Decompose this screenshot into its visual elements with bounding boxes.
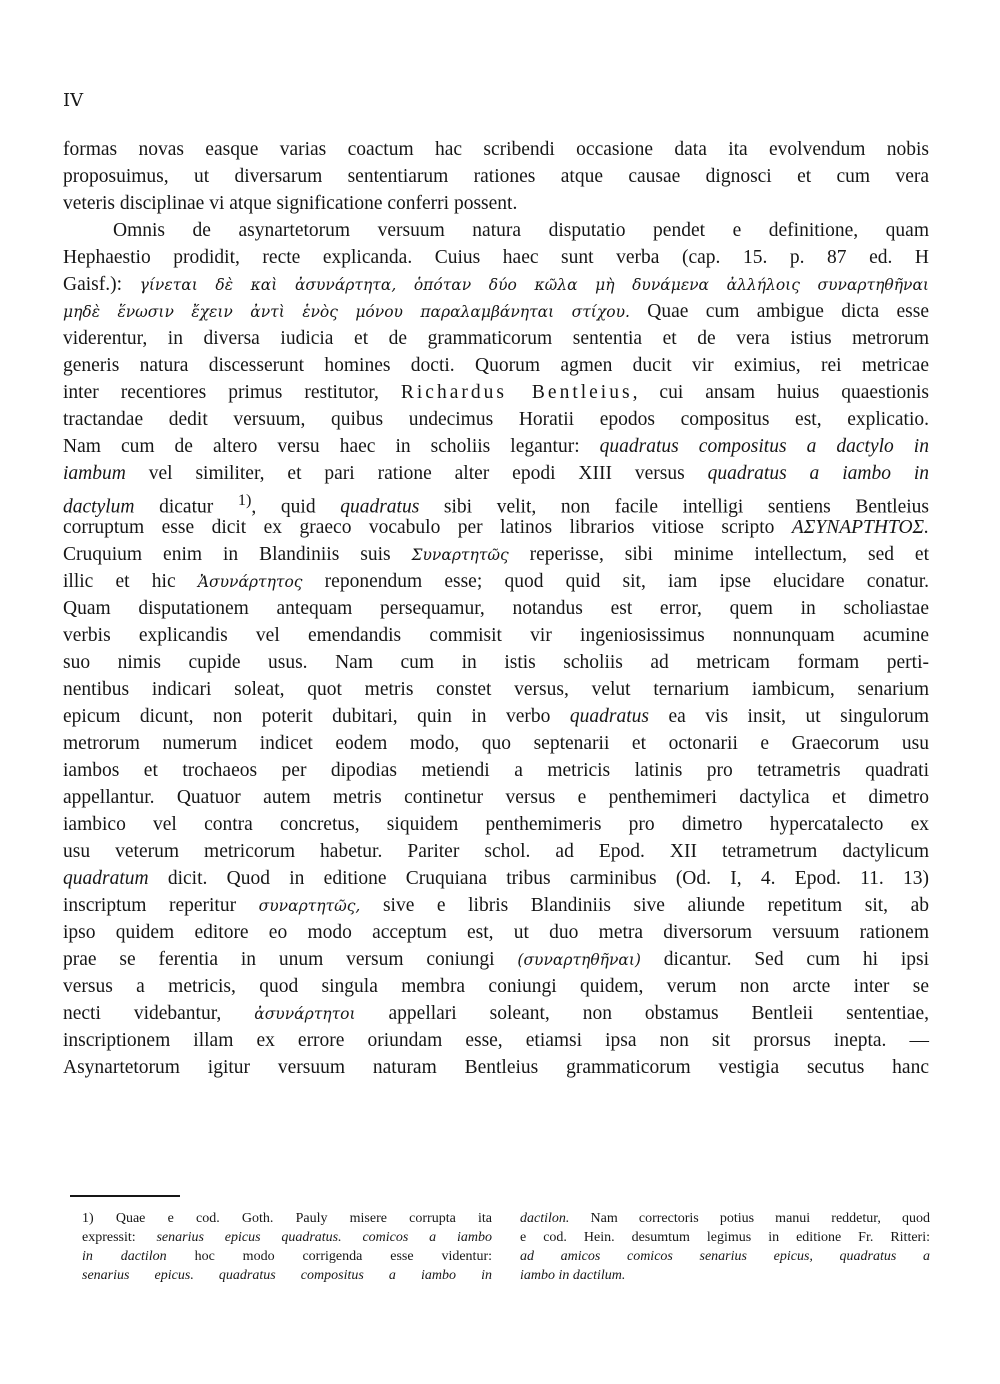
- text-line-23: metrorum numerum indicet eodem modo, quo septenarii et octonarii e Graecorum usu: [63, 733, 929, 754]
- footnote-column-left: [82, 1209, 492, 1285]
- text-line-30: ipso quidem editore eo modo acceptum est, ut duo metra diversorum versuum rationem: [63, 922, 929, 943]
- text-line-35: Asynartetorum igitur versuum naturam Bentleius grammaticorum vestigia secutus hanc: [63, 1057, 929, 1078]
- greek-word: συναρτητῶς,: [258, 897, 361, 915]
- greek-caps-word: ΑΣΥΝΑΡΤΗΤΟΣ.: [791, 517, 929, 538]
- text-line-19: verbis explicandis vel emendandis commisit vir ingeniosissimus nonnunquam acumine: [63, 625, 929, 646]
- text-line-24: iambos et trochaeos per dipodias metiendi a metricis latinis pro tetrametris quadrati: [63, 760, 929, 781]
- greek-quotation: μηδὲ ἕνωσιν ἔχειν ἀντὶ ἑνὸς μόνου παραλαμβάνηται στίχου.: [63, 303, 630, 321]
- footnote-line: dactilon. Nam correctoris potius manui reddetur, quod: [520, 1211, 930, 1226]
- greek-word: Συναρτητῶς: [411, 546, 509, 564]
- text-line-26: iambico vel contra concretus, siquidem penthemimeris pro dimetro hypercatalecto ex: [63, 814, 929, 835]
- greek-quotation: γίνεται δὲ καὶ ἀσυνάρτητα, ὁπόταν δύο κῶλα μὴ δυνάμενα ἀλλήλοις συναρτηθῆναι: [139, 276, 929, 294]
- italic-phrase: iambum: [63, 463, 126, 484]
- footnote-line: in dactilon hoc modo corrigenda esse videntur:: [82, 1249, 492, 1264]
- italic-phrase: dactylum: [63, 496, 135, 518]
- text-line-29: inscriptum reperitur συναρτητῶς, sive e libris Blandiniis sive aliunde repetitum sit, ab: [63, 895, 929, 916]
- text-line-2: proposuimus, ut diversarum sententiarum rationes atque causae dignosci et cum vera: [63, 166, 929, 187]
- text-line-3: veteris disciplinae vi atque significatione conferri possent.: [63, 193, 518, 214]
- text-line-9: generis natura discesserunt homines docti. Quorum agmen ducit vir eximius, rei metricae: [63, 355, 929, 376]
- text-line-13: iambum vel similiter, et pari ratione alter epodi XIII versus quadratus a iambo in: [63, 463, 930, 484]
- text-line-8: viderentur, in diversa iudicia et de grammaticorum sententia et de vera istius metrorum: [63, 328, 929, 349]
- text-line-11: tractandae dedit versuum, quibus undecimus Horatii epodos compositus est, explicatio.: [63, 409, 929, 430]
- text-line-4: Omnis de asynartetorum versuum natura disputatio pendet e definitione, quam: [113, 220, 929, 241]
- text-line-6: Gaisf.): γίνεται δὲ καὶ ἀσυνάρτητα, ὁπόταν δύο κῶλα μὴ δυνάμενα ἀλλήλοις συναρτηθῆναι: [63, 274, 929, 295]
- text-line-33: necti videbantur, ἀσυνάρτητοι appellari soleant, non obstamus Bentleii sententiae,: [63, 1003, 929, 1024]
- footnote-ref: 1): [237, 491, 252, 509]
- greek-word: (συναρτηθῆναι): [517, 951, 641, 969]
- greek-word: Ἀσυνάρτητος: [197, 573, 303, 591]
- text-line-18: Quam disputationem antequam persequamur, notandus est error, quem in scholiastae: [63, 598, 929, 619]
- text-line-17: illic et hic Ἀσυνάρτητος reponendum esse; quod quid sit, iam ipse elucidare conatur.: [63, 571, 929, 592]
- footnote-rule: [70, 1195, 180, 1197]
- text-line-28: quadratum dicit. Quod in editione Cruquiana tribus carminibus (Od. I, 4. Epod. 11. 13): [63, 868, 929, 889]
- text-line-16: Cruquium enim in Blandiniis suis Συναρτητῶς reperisse, sibi minime intellectum, sed et: [63, 544, 929, 565]
- text-line-21: nentibus indicari soleat, quot metris constet versus, velut ternarium iambicum, senarium: [63, 679, 929, 700]
- spaced-name: Richardus Bentleius: [400, 382, 633, 403]
- footnote-line: expressit: senarius epicus quadratus. comicos a iambo: [82, 1230, 492, 1245]
- italic-phrase: quadratus: [340, 496, 420, 518]
- text-line-10: inter recentiores primus restitutor, Richardus Bentleius, cui ansam huius quaestionis: [63, 382, 930, 403]
- text-line-12: Nam cum de altero versu haec in scholiis legantur: quadratus compositus a dactylo in: [63, 436, 929, 457]
- italic-phrase: quadratum: [63, 868, 149, 889]
- text-line-20: suo nimis cupide usus. Nam cum in istis scholiis ad metricam formam perti-: [63, 652, 929, 673]
- italic-phrase: quadratus a iambo in: [707, 463, 930, 484]
- text-line-31: prae se ferentia in unum versum coniungi (συναρτηθῆναι) dicantur. Sed cum hi ipsi: [63, 949, 929, 970]
- text-line-34: inscriptionem illam ex errore oriundam esse, etiamsi ipsa non sit prorsus inepta. —: [63, 1030, 929, 1051]
- text-line-25: appellantur. Quatuor autem metris continetur versus e penthemimeri dactylica et dimetro: [63, 787, 929, 808]
- text-line-27: usu veterum metricorum habetur. Pariter schol. ad Epod. XII tetrametrum dactylicum: [63, 841, 929, 862]
- footnote-line: ad amicos comicos senarius epicus, quadratus a: [520, 1249, 930, 1264]
- main-text: [63, 136, 929, 1081]
- italic-phrase: quadratus compositus a dactylo in: [599, 436, 929, 457]
- text-line-15: corruptum esse dicit ex graeco vocabulo per latinos librarios vitiose scripto ΑΣΥΝΑΡΤΗΤΟΣ.: [63, 517, 929, 538]
- footnote-column-right: [520, 1209, 930, 1285]
- greek-word: ἀσυνάρτητοι: [254, 1005, 356, 1023]
- text-line-7: μηδὲ ἕνωσιν ἔχειν ἀντὶ ἑνὸς μόνου παραλαμβάνηται στίχου. Quae cum ambigue dicta esse: [63, 301, 929, 322]
- page-number: IV: [63, 90, 84, 111]
- footnote-line: e cod. Hein. desumtum legimus in editione Fr. Ritteri:: [520, 1230, 930, 1245]
- text-line-14: dactylum dicatur $^{1)}$, quid quadratus sibi velit, non facile intelligi sentiens Bentleius: [63, 491, 929, 518]
- footnote-line: 1) Quae e cod. Goth. Pauly misere corrupta ita: [82, 1211, 492, 1226]
- text-line-32: versus a metricis, quod singula membra coniungi quidem, verum non arcte inter se: [63, 976, 929, 997]
- italic-phrase: quadratus: [569, 706, 649, 727]
- text-line-1: formas novas easque varias coactum hac scribendi occasione data ita evolvendum nobis: [63, 139, 929, 160]
- text-line-5: Hephaestio prodidit, recte explicanda. Cuius haec sunt verba (cap. 15. p. 87 ed. H: [63, 247, 929, 268]
- text-line-22: epicum dicunt, non poterit dubitari, quin in verbo quadratus ea vis insit, ut singulorum: [63, 706, 929, 727]
- footnote-line: iambo in dactilum.: [520, 1268, 626, 1283]
- footnote-line: senarius epicus. quadratus compositus a iambo in: [82, 1268, 492, 1283]
